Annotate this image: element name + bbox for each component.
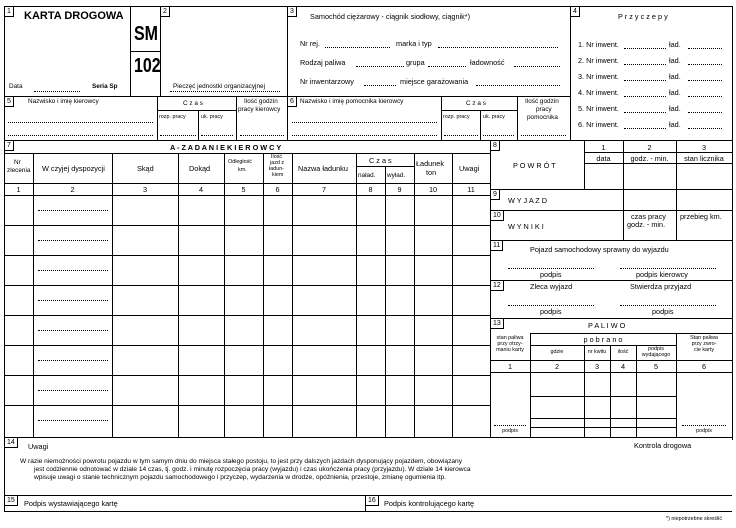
col-number: 10 [428,185,438,194]
helper-hours-label-1: Ilość godzin [525,98,559,105]
zleca-wyjazd-label: Zleca wyjazd [530,282,573,291]
czas-pracy-label-1: czas pracy [631,212,666,221]
box-number-14: 14 [4,437,18,448]
ladownosc-label: ładowność [470,58,505,67]
ilosc-label: ilość [617,349,629,355]
col-number: 1 [16,185,21,194]
box-number-3: 3 [287,6,297,17]
podpis-wydajacego-label-1: podpis [648,346,664,352]
col-odleglosc-label-1: Odległość [228,159,252,165]
powrot-col-2: 2 [647,143,652,152]
col-ilosc-label-2: jazd z [270,160,285,166]
col-nr-label-2: zlecenia [7,167,31,174]
task-title: A - Z A D A N I E K I E R O W C Y [170,143,282,152]
stan-zwrot-label-3: cie karty [693,347,715,353]
przyczepy-title: P r z y c z e p y [618,12,668,21]
trailer-lad: ład. [669,88,681,97]
nr-inwentarzowy-label: Nr inwentarzowy [300,77,354,86]
paliwo-col-number: 4 [620,362,626,371]
col-number: 2 [70,185,75,194]
col-number: 4 [198,185,204,194]
przebieg-label: przebieg km. [680,212,722,221]
driver-hours-label-2: pracy kierowcy [238,106,281,113]
stan-paliwa-label-3: maniu karty [496,347,524,353]
box-number-15: 15 [4,495,18,506]
col-nr-label-1: Nr [14,159,21,166]
col-number: 9 [397,185,402,194]
podpis-zleca-label: podpis [540,307,562,316]
trailer-lad: ład. [669,40,681,49]
col-ton-label-2: ton [426,168,437,177]
trailer-lad: ład. [669,56,681,65]
trailer-nr: 2. Nr inwent. [578,56,619,65]
stan-paliwa-label-1: stan paliwa [496,335,524,341]
kontrola-drogowa-label: Kontrola drogowa [634,441,692,450]
stan-paliwa-label-2: przy otrzy- [497,341,523,347]
box-number-10: 10 [490,210,504,221]
col-odleglosc-label-2: km. [238,167,247,173]
helper-czas-label: C z a s [466,100,486,107]
col-skad-label: Skąd [137,164,154,173]
stan-licznika-header: stan licznika [684,154,724,163]
nr-kwitu-label: nr kwitu [587,349,607,355]
col-number: 5 [241,185,246,194]
form-code-number: 102 [134,55,161,77]
trailer-nr: 3. Nr inwent. [578,72,619,81]
powrot-col-3: 3 [701,143,707,152]
col-ilosc-label-3: ładun- [269,166,284,172]
col-number: 6 [275,185,280,194]
powrot-col-1: 1 [601,143,606,152]
podpis-label: podpis [540,270,562,279]
helper-hours-label-3: pomocnika [527,114,558,121]
podpis-wystawiajacego-label: Podpis wystawiającego kartę [24,499,118,508]
col-nalad-label: naład. [358,172,376,179]
box-number-1: 1 [4,6,14,17]
podpis-wydajacego-label-2: wydającego [641,352,671,358]
stwierdza-przyjazd-label: Stwierdza przyjazd [630,282,692,291]
driver-uk-label: uk. pracy [201,114,223,120]
rodzaj-paliwa-label: Rodzaj paliwa [300,58,346,67]
stan-zwrot-label-1: Stan paliwa [690,335,718,341]
helper-hours-label-2: pracy [536,106,552,113]
col-ilosc-label-4: kiem [272,172,284,178]
stan-zwrot-label-2: przy zwro- [691,341,717,347]
paliwo-col-number: 6 [701,362,707,371]
form-code: SM [134,23,158,45]
col-ilosc-label-1: Ilość [271,154,283,160]
grupa-label: grupa [406,58,425,67]
vehicle-label: Samochód ciężarowy - ciągnik siodłowy, ciągnik*) [310,12,471,21]
col-dokad-label: Dokąd [189,164,211,173]
trailer-lad: ład. [669,104,681,113]
pojazd-sprawny-label: Pojazd samochodowy sprawny do wyjazdu [530,245,669,254]
paliwo-col-number: 3 [594,362,600,371]
box-number-6: 6 [287,96,297,107]
driver-rozp-label: rozp. pracy [159,114,186,120]
box-number-7: 7 [4,140,14,151]
powrot-label: P O W R Ó T [513,161,556,170]
podpis-kierowcy-label: podpis kierowcy [636,270,688,279]
godz-min-header: godz. - min. [630,154,669,163]
instruction-line-3: wpisuje uwagi o stanie technicznym pojazdu samochodowego i przyczep, wydarzenia w drodze, opóźnienia, przestoje, zmianę ogumienia itp. [34,474,446,481]
paliwo-col-number: 1 [507,362,513,371]
wyjazd-label: W Y J A Z D [508,196,548,205]
driver-label: Nazwisko i imię kierowcy [28,98,99,105]
marka-label: marka i typ [396,39,432,48]
wyniki-label: W Y N I K I [508,222,544,231]
col-ton-label-1: Ładunek [416,159,444,168]
trailer-nr: 4. Nr inwent. [578,88,619,97]
helper-label: Nazwisko i imię pomocnika kierowcy [300,98,404,105]
paliwo-label: P A L I W O [588,321,626,330]
instruction-line-1: W razie niemożności powrotu pojazdu w tym samym dniu do miejsca stałego postoju, to jest przy dalszych jazdach dysponujący pojazdem, obowiązany [20,458,462,465]
col-number: 3 [142,185,148,194]
col-number: 8 [368,185,373,194]
trailer-lad: ład. [669,120,681,129]
trailer-nr: 5. Nr inwent. [578,104,619,113]
podpis-kontrolujacego-label: Podpis kontrolującego kartę [384,499,475,508]
trailer-lad: ład. [669,72,681,81]
box-number-4: 4 [570,6,580,17]
box-number-13: 13 [490,318,504,329]
box-number-9: 9 [490,189,500,200]
uwagi-label: Uwagi [28,442,49,451]
paliwo-col-number: 5 [653,362,659,371]
data-label: Data [9,83,23,90]
col-dispozycja-label: W czyjej dyspozycji [42,164,105,173]
col-wylad-label: wyład. [387,172,406,179]
box-number-12: 12 [490,280,504,291]
miejsce-garazowania-label: miejsce garażowania [400,77,469,86]
gdzie-label: gdzie [550,349,564,355]
driver-czas-label: C z a s [183,100,203,107]
paliwo-podpis-left: podpis [502,428,518,434]
seria-label: Seria Sp [92,83,118,90]
col-czas-label: C z a s [369,156,392,165]
box-number-8: 8 [490,140,500,151]
driver-hours-label-1: Ilość godzin [244,98,278,105]
box-number-11: 11 [490,240,503,251]
data-header: data [596,154,611,163]
helper-rozp-label: rozp. pracy [443,114,470,120]
col-ladunek-label: Nazwa ładunku [298,164,348,173]
box-number-5: 5 [4,96,14,107]
pobrano-label: p o b r a n o [583,335,623,344]
trailer-nr: 1. Nr inwent. [578,40,619,49]
helper-uk-label: uk. pracy [483,114,505,120]
col-number: 7 [321,185,327,194]
footnote: *) niepotrzebne skreślić [666,516,723,522]
czas-pracy-label-2: godz. - min. [627,220,666,229]
form-title: KARTA DROGOWA [24,10,124,22]
instruction-line-2: jest codziennie odnotować w dziale 14 czas, tj. godz. i minutę rozpoczęcia pracy (wyjazdu) i czas ukończenia pracy (przyjazdu). W dziale 14 kierowca [34,466,471,473]
box-number-16: 16 [365,495,379,506]
paliwo-col-number: 2 [554,362,560,371]
nr-rej-label: Nr rej. [300,39,320,48]
paliwo-podpis-right: podpis [696,428,712,434]
col-number: 11 [467,185,475,194]
stamp-label: Pieczęć jednostki organizacyjnej [173,83,266,90]
col-uwagi-label: Uwagi [459,164,480,173]
trailer-nr: 6. Nr inwent. [578,120,619,129]
podpis-stwierdza-label: podpis [652,307,674,316]
box-number-2: 2 [160,6,170,17]
